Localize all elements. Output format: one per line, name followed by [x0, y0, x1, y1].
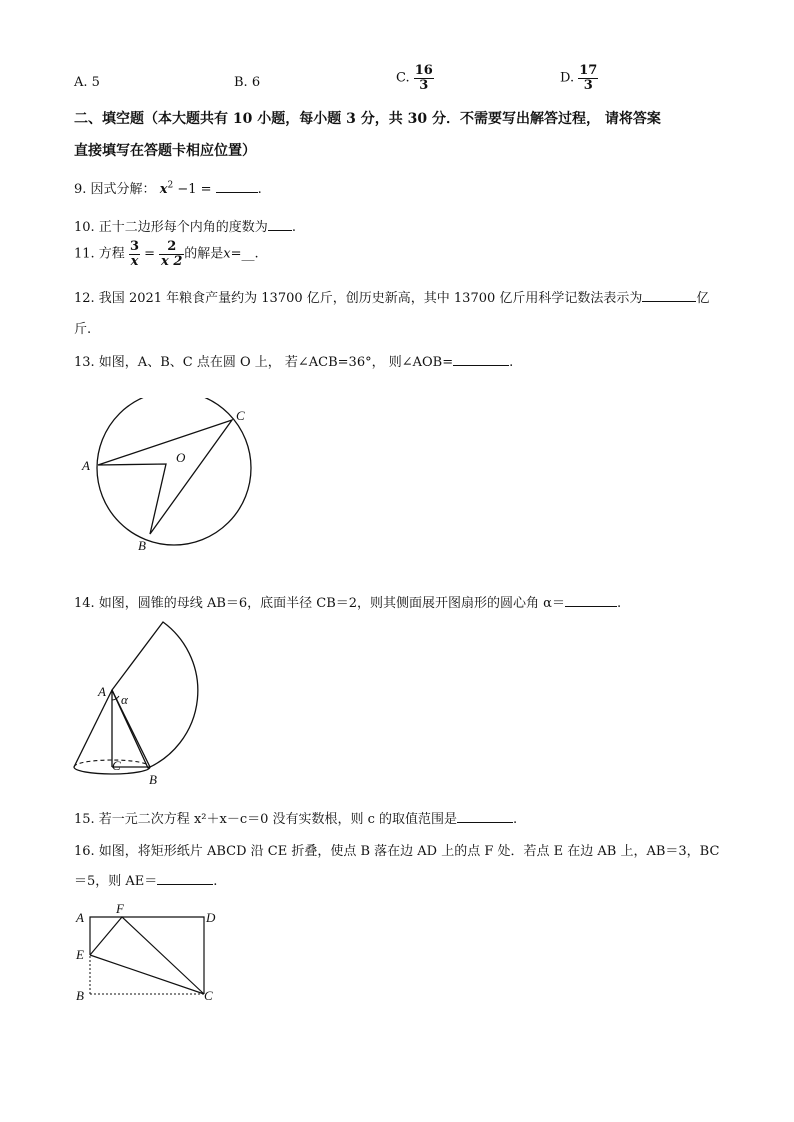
q9-var: x — [159, 182, 168, 197]
q11-f2-den: x 2 — [161, 253, 183, 269]
q11-fraction-2 — [159, 240, 184, 268]
fig13-label-a: A — [82, 458, 90, 473]
choice-c-fraction — [414, 64, 434, 92]
fig16-fold-triangles — [90, 917, 204, 994]
q11-f1-num: 3 — [129, 239, 139, 254]
figure-14-cone — [68, 616, 288, 788]
q14-text: 14. 如图，圆锥的母线 AB＝6，底面半径 CB＝2，则其侧面展开图扇形的圆心角 α＝ — [74, 596, 565, 611]
choice-d — [560, 64, 598, 92]
q11-f2-num: 2 — [159, 240, 184, 255]
question-16-line1: 16. 如图，将矩形纸片 ABCD 沿 CE 折叠，使点 B 落在边 AD 上的点 F 处．若点 E 在边 AB 上，AB＝3，BC — [74, 844, 720, 859]
q16-line2-text: ＝5，则 AE＝ — [74, 874, 158, 889]
choice-d-prefix: D. — [560, 70, 575, 86]
choice-c — [396, 64, 434, 92]
q13-text: 13. 如图，A、B、C 点在圆 O 上， 若∠ACB=36°， 则∠AOB= — [74, 355, 454, 370]
choice-a: A. 5 — [74, 75, 100, 90]
question-11 — [74, 240, 259, 268]
choice-c-denominator: 3 — [419, 77, 429, 93]
q13-end: . — [509, 355, 514, 370]
q10-answer-blank[interactable] — [268, 218, 292, 231]
q9-answer-blank[interactable] — [216, 180, 258, 193]
fig16-label-a: A — [76, 910, 84, 925]
q15-answer-blank[interactable] — [457, 810, 513, 823]
question-16-line2 — [74, 870, 217, 889]
fig13-chords — [98, 420, 232, 534]
question-15 — [74, 808, 517, 827]
fig16-label-c: C — [204, 988, 213, 1003]
fig14-cone-left — [74, 690, 112, 767]
fig16-label-e: E — [76, 947, 84, 962]
fig14-label-c: C — [112, 758, 121, 773]
choice-d-fraction — [578, 64, 598, 92]
choice-d-numerator: 17 — [579, 63, 598, 78]
choice-c-prefix: C. — [396, 70, 410, 86]
fig14-label-a: A — [98, 684, 106, 699]
q11-eq: = — [144, 246, 156, 262]
choice-c-numerator: 16 — [414, 63, 433, 78]
q9-expr-rest: −1 = — [177, 182, 212, 197]
q10-end: . — [291, 220, 296, 235]
q9-prefix: 9. 因式分解： — [74, 182, 156, 197]
q12-line1-end: 亿 — [696, 291, 710, 306]
q11-fraction-1 — [129, 240, 140, 268]
q9-end: . — [257, 182, 262, 197]
q11-suffix: 的解是 — [184, 246, 224, 262]
fig14-label-alpha: α — [121, 692, 128, 707]
q16-end: . — [213, 874, 218, 889]
q10-text: 10. 正十二边形每个内角的度数为 — [74, 220, 268, 235]
question-12-line1 — [74, 287, 709, 306]
q11-f1-den: x — [130, 253, 139, 269]
fig14-label-b: B — [149, 772, 157, 787]
q11-var: x — [223, 246, 231, 262]
fig16-label-f: F — [116, 901, 124, 916]
question-10 — [74, 216, 296, 235]
q14-answer-blank[interactable] — [565, 594, 617, 607]
q9-exponent: 2 — [167, 180, 174, 191]
q16-answer-blank[interactable] — [157, 872, 213, 885]
fig16-label-b: B — [76, 988, 84, 1003]
fig13-label-c: C — [236, 408, 245, 423]
question-9 — [74, 178, 262, 197]
q14-end: . — [616, 596, 622, 611]
choice-d-denominator: 3 — [583, 77, 593, 93]
fig14-cone-right — [112, 690, 150, 767]
fig16-label-d: D — [206, 910, 216, 925]
q15-text: 15. 若一元二次方程 x²＋x－c＝0 没有实数根，则 c 的取值范围是 — [74, 812, 458, 827]
figure-13-circle — [76, 398, 266, 558]
fig13-circle — [97, 398, 251, 545]
q12-line1-text: 12. 我国 2021 年粮食产量约为 13700 亿斤，创历史新高，其中 13700 亿斤用科学记数法表示为 — [74, 291, 643, 306]
fig13-label-o: O — [176, 450, 186, 465]
section-heading-line1: 二、填空题（本大题共有 10 小题，每小题 3 分，共 30 分．不需要写出解答过程， 请将答案 — [74, 111, 661, 127]
q11-tail: =__. — [230, 246, 259, 262]
fig13-label-b: B — [138, 538, 146, 553]
question-14 — [74, 592, 621, 611]
q11-prefix: 11. 方程 — [74, 246, 125, 262]
question-13 — [74, 351, 513, 370]
section-heading-line2: 直接填写在答题卡相应位置） — [74, 143, 256, 159]
q15-end: . — [513, 812, 518, 827]
fig16-rectangle-edges — [90, 917, 204, 994]
q13-answer-blank[interactable] — [453, 353, 509, 366]
figure-16-rectangle — [72, 900, 232, 1010]
choice-b: B. 6 — [234, 75, 261, 90]
q12-answer-blank[interactable] — [642, 289, 696, 302]
question-12-line2: 斤. — [74, 322, 92, 337]
